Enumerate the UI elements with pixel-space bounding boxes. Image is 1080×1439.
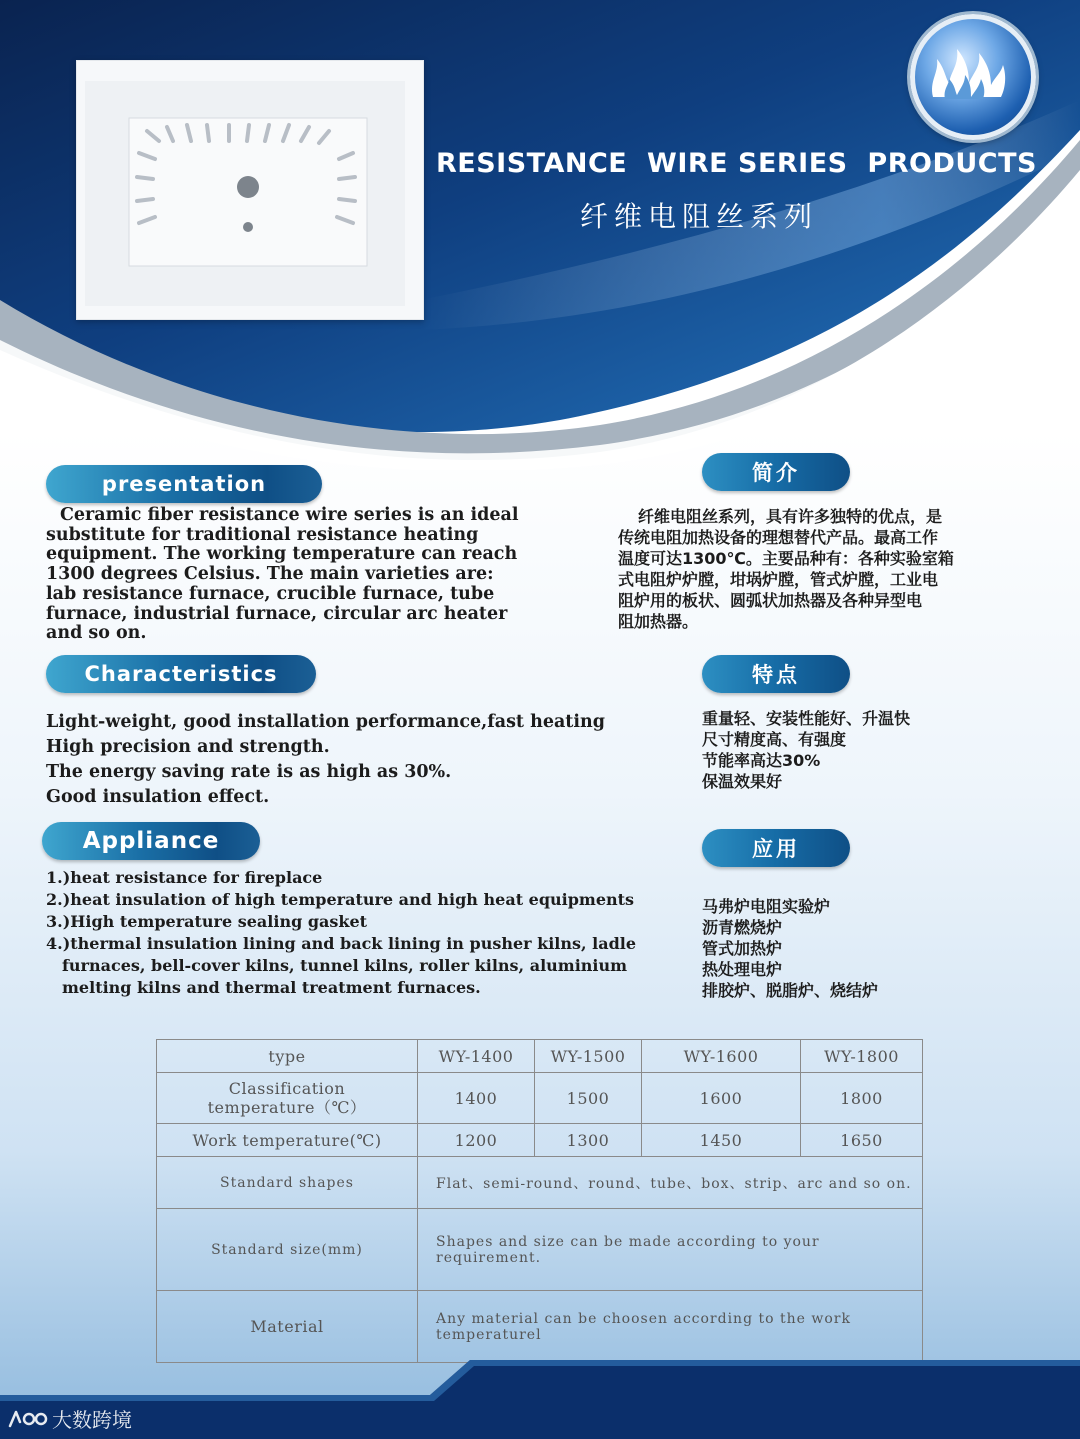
watermark	[8, 1404, 132, 1433]
application-cn-item: 排胶炉、脱脂炉、烧结炉	[702, 981, 879, 1000]
appliance-item-continued: furnaces, bell-cover kilns, tunnel kilns, roller kilns, aluminium	[62, 956, 628, 975]
table-cell: 1200	[418, 1124, 535, 1157]
application-cn-item: 沥青燃烧炉	[702, 918, 783, 937]
characteristic-item: High precision and strength.	[46, 737, 330, 757]
feature-cn-item: 尺寸精度高、有强度	[702, 730, 847, 749]
table-cell: Shapes and size can be made according to your requirement.	[418, 1209, 923, 1291]
table-header-row	[157, 1040, 923, 1073]
spec-table	[156, 1039, 923, 1363]
table-header-cell: WY-1800	[801, 1040, 923, 1073]
table-row	[157, 1209, 923, 1291]
furnace-chamber-image	[77, 61, 423, 319]
watermark-logo-icon	[8, 1408, 48, 1430]
presentation-line: and so on.	[46, 623, 147, 644]
intro-cn-line: 传统电阻加热设备的理想替代产品。最高工作	[618, 528, 939, 547]
appliance-item: 1.)heat resistance for fireplace	[46, 868, 323, 887]
characteristic-item: Light-weight, good installation performance,fast heating	[46, 712, 606, 732]
presentation-line: equipment. The working temperature can reach	[46, 544, 518, 565]
table-header-cell: WY-1600	[642, 1040, 801, 1073]
presentation-line: Ceramic fiber resistance wire series is an ideal	[60, 505, 519, 525]
intro-cn-line: 纤维电阻丝系列，具有许多独特的优点，是	[638, 507, 943, 526]
page-title-cn: 纤维电阻丝系列	[580, 200, 819, 233]
application-cn-item: 热处理电炉	[702, 960, 783, 979]
presentation-line: lab resistance furnace, crucible furnace, tube	[46, 583, 495, 604]
table-cell: 1300	[535, 1124, 642, 1157]
characteristics-list	[46, 710, 605, 810]
presentation-heading: presentation	[46, 465, 322, 503]
table-label-cell	[157, 1073, 418, 1124]
application-cn-item: 马弗炉电阻实验炉	[702, 897, 831, 916]
intro-cn-line: 温度可达1300℃。主要品种有：各种实验室箱	[618, 549, 954, 568]
table-label-cell: Material	[157, 1291, 418, 1363]
table-header-cell: WY-1500	[535, 1040, 642, 1073]
classification-label-line: Classification	[228, 1079, 346, 1098]
flame-logo-icon	[910, 14, 1036, 140]
table-cell: 1800	[801, 1073, 923, 1124]
intro-cn-line: 阻加热器。	[618, 612, 699, 631]
appliance-item: 2.)heat insulation of high temperature and high heat equipments	[46, 890, 635, 909]
table-label-cell: Work temperature(℃)	[157, 1124, 418, 1157]
characteristic-item: The energy saving rate is as high as 30%.	[46, 762, 452, 782]
table-row	[157, 1073, 923, 1124]
intro-cn-heading: 简介	[702, 453, 850, 491]
presentation-line: furnace, industrial furnace, circular arc heater	[46, 603, 508, 624]
table-cell: 1450	[642, 1124, 801, 1157]
feature-cn-item: 重量轻、安装性能好、升温快	[702, 709, 911, 728]
table-cell: 1600	[642, 1073, 801, 1124]
features-cn-list	[702, 708, 910, 792]
presentation-line: substitute for traditional resistance heating	[46, 524, 479, 545]
product-photo	[76, 60, 424, 320]
table-cell: 1500	[535, 1073, 642, 1124]
appliance-list	[46, 867, 636, 999]
appliance-heading: Appliance	[42, 822, 260, 860]
classification-label-line: temperature（℃）	[207, 1098, 367, 1117]
features-cn-heading: 特点	[702, 655, 850, 693]
characteristics-heading: Characteristics	[46, 655, 316, 693]
table-cell: Flat、semi-round、round、tube、box、strip、arc and so on.	[418, 1157, 923, 1209]
appliance-item-continued: melting kilns and thermal treatment furnaces.	[62, 978, 481, 997]
page-title-en: RESISTANCE WIRE SERIES PRODUCTS	[436, 148, 1037, 179]
intro-cn-line: 式电阻炉炉膛，坩埚炉膛，管式炉膛，工业电	[618, 570, 939, 589]
presentation-text	[46, 506, 546, 644]
table-row	[157, 1157, 923, 1209]
table-label-cell: Standard shapes	[157, 1157, 418, 1209]
table-row	[157, 1291, 923, 1363]
appliance-item: 4.)thermal insulation lining and back lining in pusher kilns, ladle	[46, 934, 637, 953]
intro-cn-line: 阻炉用的板状、圆弧状加热器及各种异型电	[618, 591, 923, 610]
table-cell: 1400	[418, 1073, 535, 1124]
table-row	[157, 1124, 923, 1157]
application-cn-item: 管式加热炉	[702, 939, 783, 958]
characteristic-item: Good insulation effect.	[46, 787, 270, 807]
presentation-line: 1300 degrees Celsius. The main varieties are:	[46, 564, 494, 585]
table-cell: 1650	[801, 1124, 923, 1157]
feature-cn-item: 保温效果好	[702, 772, 783, 791]
table-label-cell: Standard size(mm)	[157, 1209, 418, 1291]
table-header-cell: WY-1400	[418, 1040, 535, 1073]
watermark-text: 大数跨境	[52, 1408, 132, 1432]
footer-band	[0, 1360, 1080, 1439]
appliance-item: 3.)High temperature sealing gasket	[46, 912, 368, 931]
application-cn-heading: 应用	[702, 829, 850, 867]
application-cn-list	[702, 896, 878, 1001]
table-header-cell: type	[157, 1040, 418, 1073]
table-cell: Any material can be choosen according to the work temperaturel	[418, 1291, 923, 1363]
intro-cn-text	[618, 506, 1018, 632]
feature-cn-item: 节能率高达30%	[702, 751, 821, 770]
